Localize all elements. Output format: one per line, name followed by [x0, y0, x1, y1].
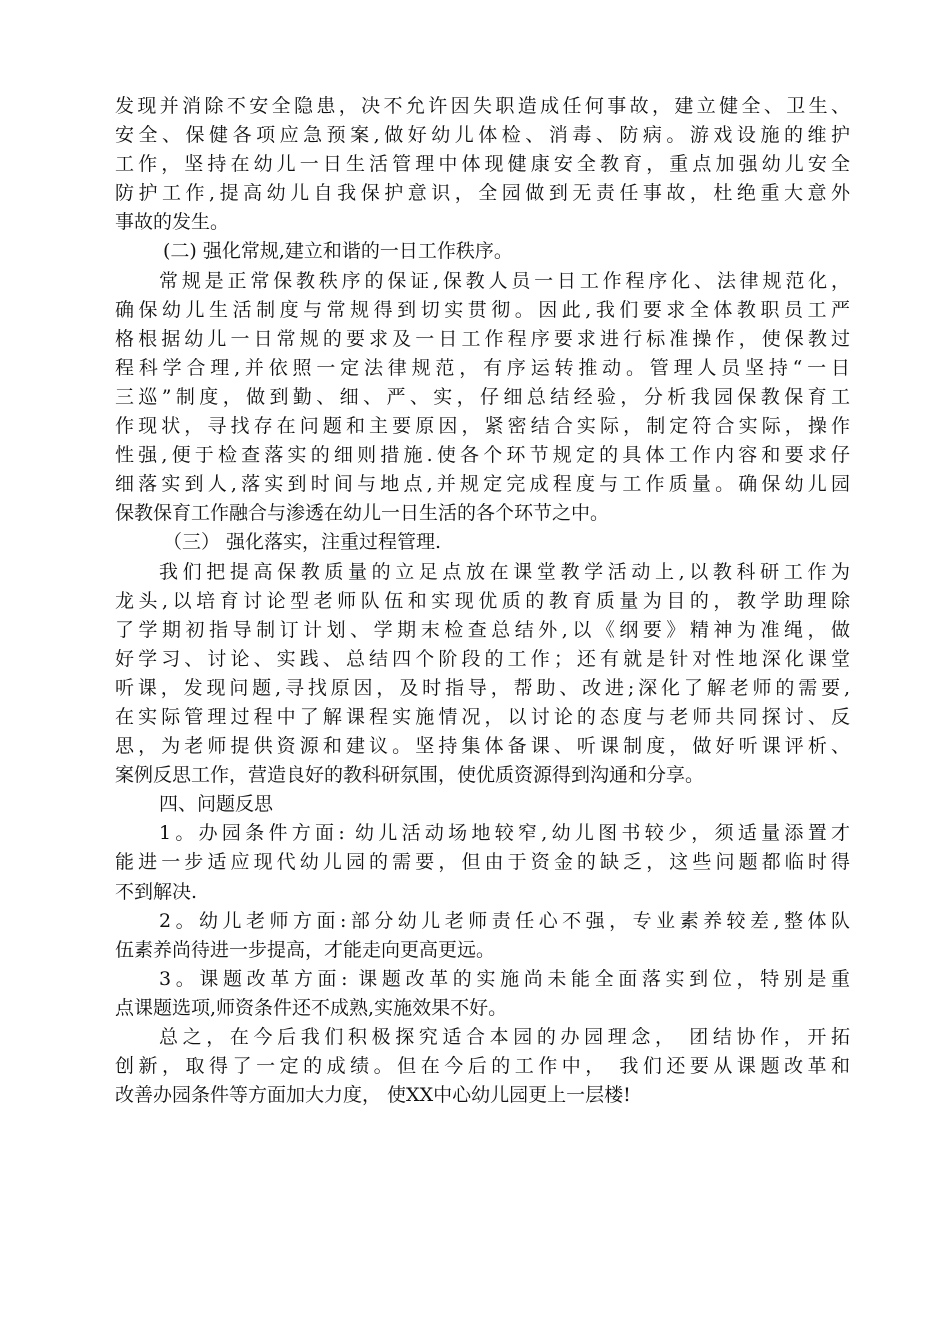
body-text-line: 程科学合理,并依照一定法律规范，有序运转推动。管理人员坚持“一日 — [115, 356, 850, 379]
section-heading-2: (二) 强化常规,建立和谐的一日工作秩序。 — [163, 240, 513, 263]
body-text-line: 听课，发现问题,寻找原因，及时指导，帮助、改进;深化了解老师的需要, — [115, 676, 850, 699]
body-text-line: 总之，在今后我们积极探究适合本园的办园理念， 团结协作，开拓 — [159, 1026, 850, 1048]
body-text-line: 创新，取得了一定的成绩。但在今后的工作中， 我们还要从课题改革和 — [115, 1055, 850, 1078]
body-text-line: 2。幼儿老师方面:部分幼儿老师责任心不强，专业素养较差,整体队 — [159, 909, 850, 932]
body-text-line: 好学习、讨论、实践、总结四个阶段的工作；还有就是针对性地深化课堂 — [115, 647, 850, 670]
body-text-line: 点课题选项,师资条件还不成熟,实施效果不好。 — [115, 996, 508, 1019]
document-page — [115, 92, 850, 1110]
body-text-line: 能进一步适应现代幼儿园的需要，但由于资金的缺乏，这些问题都临时得 — [115, 851, 850, 874]
section-heading-4: 四、问题反思 — [159, 793, 274, 816]
body-text-line: 安全、保健各项应急预案,做好幼儿体检、消毒、防病。游戏设施的维护 — [115, 124, 850, 147]
body-text-line: 保教保育工作融合与渗透在幼儿一日生活的各个环节之中。 — [115, 502, 610, 525]
body-text-line: 改善办园条件等方面加大力度， 使XX中心幼儿园更上一层楼! — [115, 1084, 631, 1107]
body-text-line: 作现状，寻找存在问题和主要原因，紧密结合实际，制定符合实际，操作 — [115, 415, 850, 438]
body-text-line: 性强,便于检查落实的细则措施.使各个环节规定的具体工作内容和要求仔 — [115, 444, 850, 467]
section-heading-3: （三） 强化落实，注重过程管理. — [163, 531, 442, 554]
body-text-line: 案例反思工作，营造良好的教科研氛围，使优质资源得到沟通和分享。 — [115, 764, 705, 787]
body-text-line: 细落实到人,落实到时间与地点,并规定完成程度与工作质量。确保幼儿园 — [115, 473, 850, 496]
body-text-line: 防护工作,提高幼儿自我保护意识，全园做到无责任事故，杜绝重大意外 — [115, 182, 850, 205]
body-text-line: 我们把提高保教质量的立足点放在课堂教学活动上,以教科研工作为 — [159, 560, 850, 583]
body-text-line: 1。办园条件方面: 幼儿活动场地较窄,幼儿图书较少，须适量添置才 — [159, 822, 850, 845]
body-text-line: 3。课题改革方面: 课题改革的实施尚未能全面落实到位，特别是重 — [159, 967, 850, 990]
body-text-line: 伍素养尚待进一步提高，才能走向更高更远。 — [115, 938, 496, 961]
body-text-line: 了学期初指导制订计划、学期末检查总结外,以《纲要》精神为准绳，做 — [115, 618, 850, 641]
body-text-line: 发现并消除不安全隐患，决不允许因失职造成任何事故，建立健全、卫生、 — [115, 95, 850, 117]
body-text-line: 常规是正常保教秩序的保证,保教人员一日工作程序化、法律规范化， — [159, 269, 850, 292]
body-text-line: 确保幼儿生活制度与常规得到切实贯彻。因此,我们要求全体教职员工严 — [115, 298, 850, 321]
body-text-line: 事故的发生。 — [115, 211, 230, 234]
body-text-line: 不到解决. — [115, 880, 198, 903]
body-text-line: 三巡”制度，做到勤、细、严、实，仔细总结经验，分析我园保教保育工 — [115, 385, 850, 408]
body-text-line: 思，为老师提供资源和建议。坚持集体备课、听课制度，做好听课评析、 — [115, 735, 850, 758]
body-text-line: 格根据幼儿一日常规的要求及一日工作程序要求进行标准操作，使保教过 — [115, 327, 850, 350]
body-text-line: 工作，坚持在幼儿一日生活管理中体现健康安全教育，重点加强幼儿安全 — [115, 153, 850, 176]
body-text-line: 龙头,以培育讨论型老师队伍和实现优质的教育质量为目的，教学助理除 — [115, 589, 850, 612]
body-text-line: 在实际管理过程中了解课程实施情况，以讨论的态度与老师共同探讨、反 — [115, 705, 850, 728]
